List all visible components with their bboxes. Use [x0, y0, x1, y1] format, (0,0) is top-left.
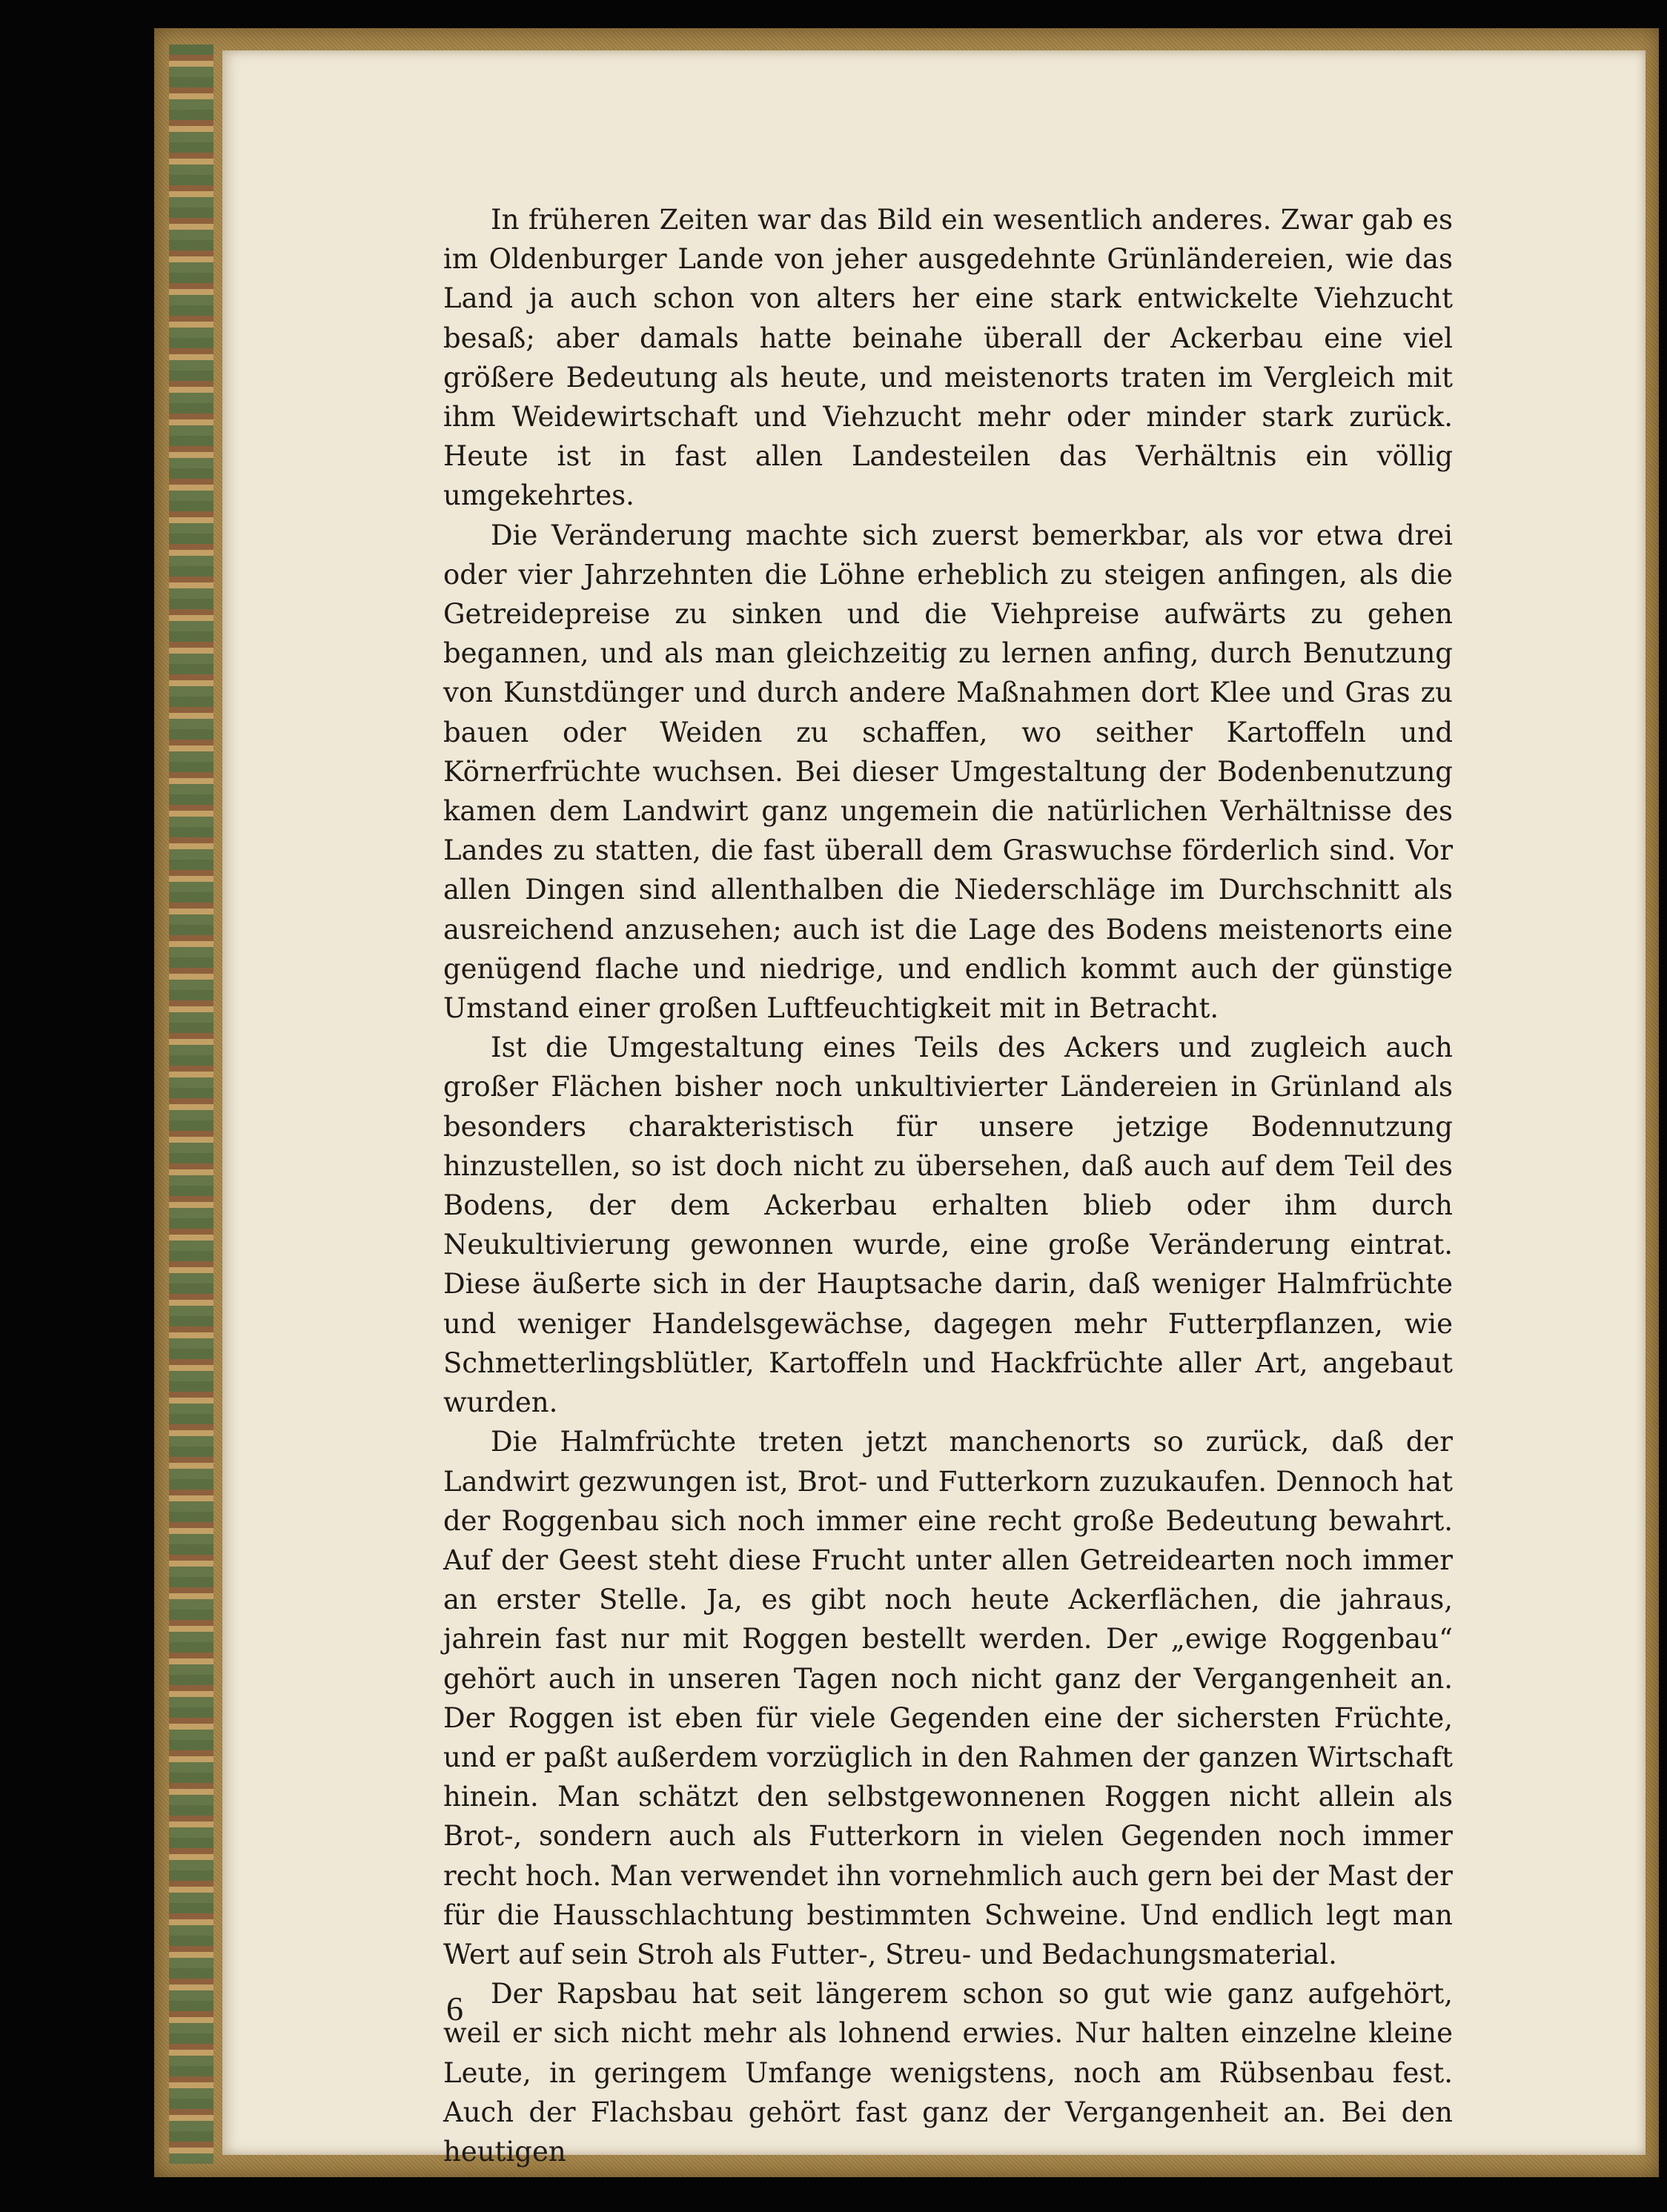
paragraph: In früheren Zeiten war das Bild ein wesentlich anderes. Zwar gab es im Oldenburger Lande von jeher ausgedehnte Grünländereien, wie das Land ja auch schon von alters her eine stark entwickelte Viehzucht besaß; aber damals hatte beinahe überall der Ackerbau eine viel größere Bedeutung als heute, und meistenorts traten im Vergleich mit ihm Weidewirtschaft und Viehzucht mehr oder minder stark zurück. Heute ist in fast allen Landesteilen das Verhältnis ein völlig umgekehrtes. [443, 204, 1453, 512]
page-body-text [443, 200, 1453, 2171]
paragraph: Der Rapsbau hat seit längerem schon so gut wie ganz aufgehört, weil er sich nicht mehr als lohnend erwies. Nur halten einzelne kleine Leute, in geringem Umfange wenigstens, noch am Rübsenbau fest. Auch der Flachsbau gehört fast ganz der Vergangenheit an. Bei den heutigen [443, 1978, 1453, 2168]
page-number: 6 [446, 1990, 463, 2027]
paragraph: Ist die Umgestaltung eines Teils des Ackers und zugleich auch großer Flächen bisher noch unkultivierter Ländereien in Grünland als besonders charakteristisch für unsere jetzige Bodennutzung hinzustellen, so ist doch nicht zu übersehen, daß auch auf dem Teil des Bodens, der dem Ackerbau erhalten blieb oder ihm durch Neukultivierung gewonnen wurde, eine große Veränderung eintrat. Diese äußerte sich in der Hauptsache darin, daß weniger Halmfrüchte und weniger Handelsgewächse, dagegen mehr Futterpflanzen, wie Schmetterlingsblütler, Kartoffeln und Hackfrüchte aller Art, angebaut wurden. [443, 1032, 1453, 1419]
paragraph: Die Veränderung machte sich zuerst bemerkbar, als vor etwa drei oder vier Jahrzehnten die Löhne erheblich zu steigen anfingen, als die Getreidepreise zu sinken und die Viehpreise aufwärts zu gehen begannen, und als man gleichzeitig zu lernen anfing, durch Benutzung von Kunstdünger und durch andere Maßnahmen dort Klee und Gras zu bauen oder Weiden zu schaffen, wo seither Kartoffeln und Körnerfrüchte wuchsen. Bei dieser Umgestaltung der Bodenbenutzung kamen dem Landwirt ganz ungemein die natürlichen Verhältnisse des Landes zu statten, die fast überall dem Graswuchse förderlich sind. Vor allen Dingen sind allenthalben die Niederschläge im Durchschnitt als ausreichend anzusehen; auch ist die Lage des Bodens meistenorts eine genügend flache und niedrige, und endlich kommt auch der günstige Umstand einer großen Luftfeuchtigkeit mit in Betracht. [443, 519, 1453, 1025]
marbled-page-edge [169, 44, 213, 2164]
paragraph: Die Halmfrüchte treten jetzt manchenorts so zurück, daß der Landwirt gezwungen ist, Brot- und Futterkorn zuzukaufen. Dennoch hat der Roggenbau sich noch immer eine recht große Bedeutung bewahrt. Auf der Geest steht diese Frucht unter allen Getreidearten noch immer an erster Stelle. Ja, es gibt noch heute Ackerflächen, die jahraus, jahrein fast nur mit Roggen bestellt werden. Der „ewige Roggenbau“ gehört auch in unseren Tagen noch nicht ganz der Vergangenheit an. Der Roggen ist eben für viele Gegenden eine der sichersten Früchte, und er paßt außerdem vorzüglich in den Rahmen der ganzen Wirtschaft hinein. Man schätzt den selbstgewonnenen Roggen nicht allein als Brot-, sondern auch als Futterkorn in vielen Gegenden noch immer recht hoch. Man verwendet ihn vornehmlich auch gern bei der Mast der für die Hausschlachtung bestimmten Schweine. Und endlich legt man Wert auf sein Stroh als Futter-, Streu- und Bedachungsmaterial. [443, 1426, 1453, 1970]
